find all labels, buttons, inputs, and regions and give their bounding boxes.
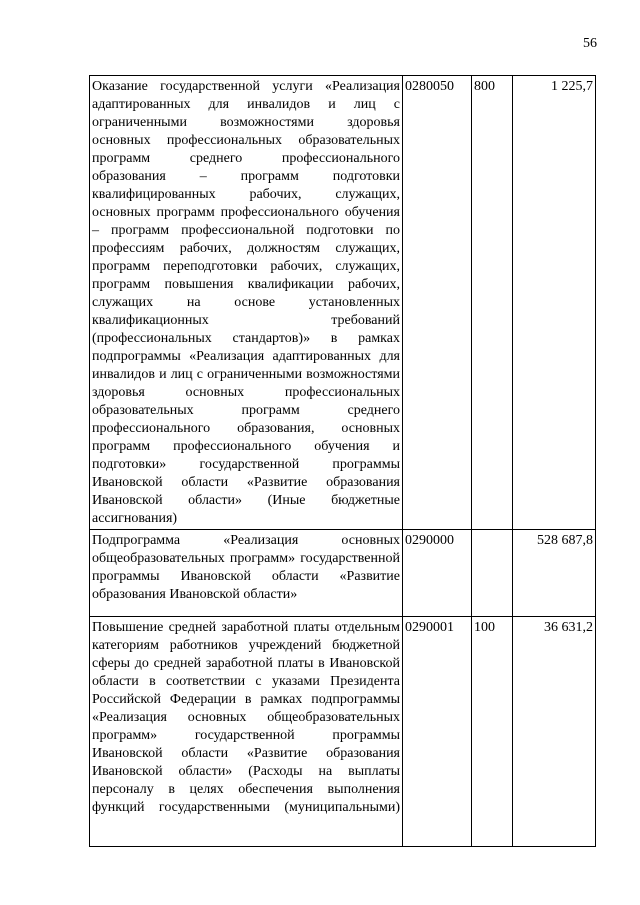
row-description: Подпрограмма «Реализация основных общеобразовательных программ» государственной программы Ивановской области «Развитие образования Ивановской области»: [90, 530, 403, 617]
table-row: [90, 617, 596, 847]
row-expense-type: 800: [472, 76, 513, 530]
row-amount: 1 225,7: [513, 76, 596, 530]
row-description: Повышение средней заработной платы отдельным категориям работников учреждений бюджетной сферы до средней заработной платы в Ивановской области в соответствии с указами Президента Российской Федерации в рамках подпрограммы «Реализация основных общеобразовательных программ» государственной программы Ивановской области «Развитие образования Ивановской области» (Расходы на выплаты персоналу в целях обеспечения выполнения функций государственными (муниципальными): [90, 617, 403, 847]
page-number: 56: [583, 36, 597, 51]
table-row: [90, 76, 596, 530]
row-amount: 36 631,2: [513, 617, 596, 847]
row-code: 0290001: [403, 617, 472, 847]
row-amount: 528 687,8: [513, 530, 596, 617]
row-code: 0290000: [403, 530, 472, 617]
row-expense-type: 100: [472, 617, 513, 847]
budget-table: [89, 75, 596, 847]
row-expense-type: [472, 530, 513, 617]
row-code: 0280050: [403, 76, 472, 530]
row-description: Оказание государственной услуги «Реализация адаптированных для инвалидов и лиц с ограниченными возможностями здоровья основных профессиональных образовательных программ среднего профессионального образования – программ подготовки квалифицированных рабочих, служащих, основных программ профессионального обучения – программ профессиональной подготовки по профессиям рабочих, должностям служащих, программ переподготовки рабочих, служащих, программ повышения квалификации рабочих, служащих на основе установленных квалификационных требований (профессиональных стандартов)» в рамках подпрограммы «Реализация адаптированных для инвалидов и лиц с ограниченными возможностями здоровья основных профессиональных образовательных программ среднего профессионального образования, основных программ профессионального обучения и подготовки» государственной программы Ивановской области «Развитие образования Ивановской области» (Иные бюджетные ассигнования): [90, 76, 403, 530]
table-row: [90, 530, 596, 617]
